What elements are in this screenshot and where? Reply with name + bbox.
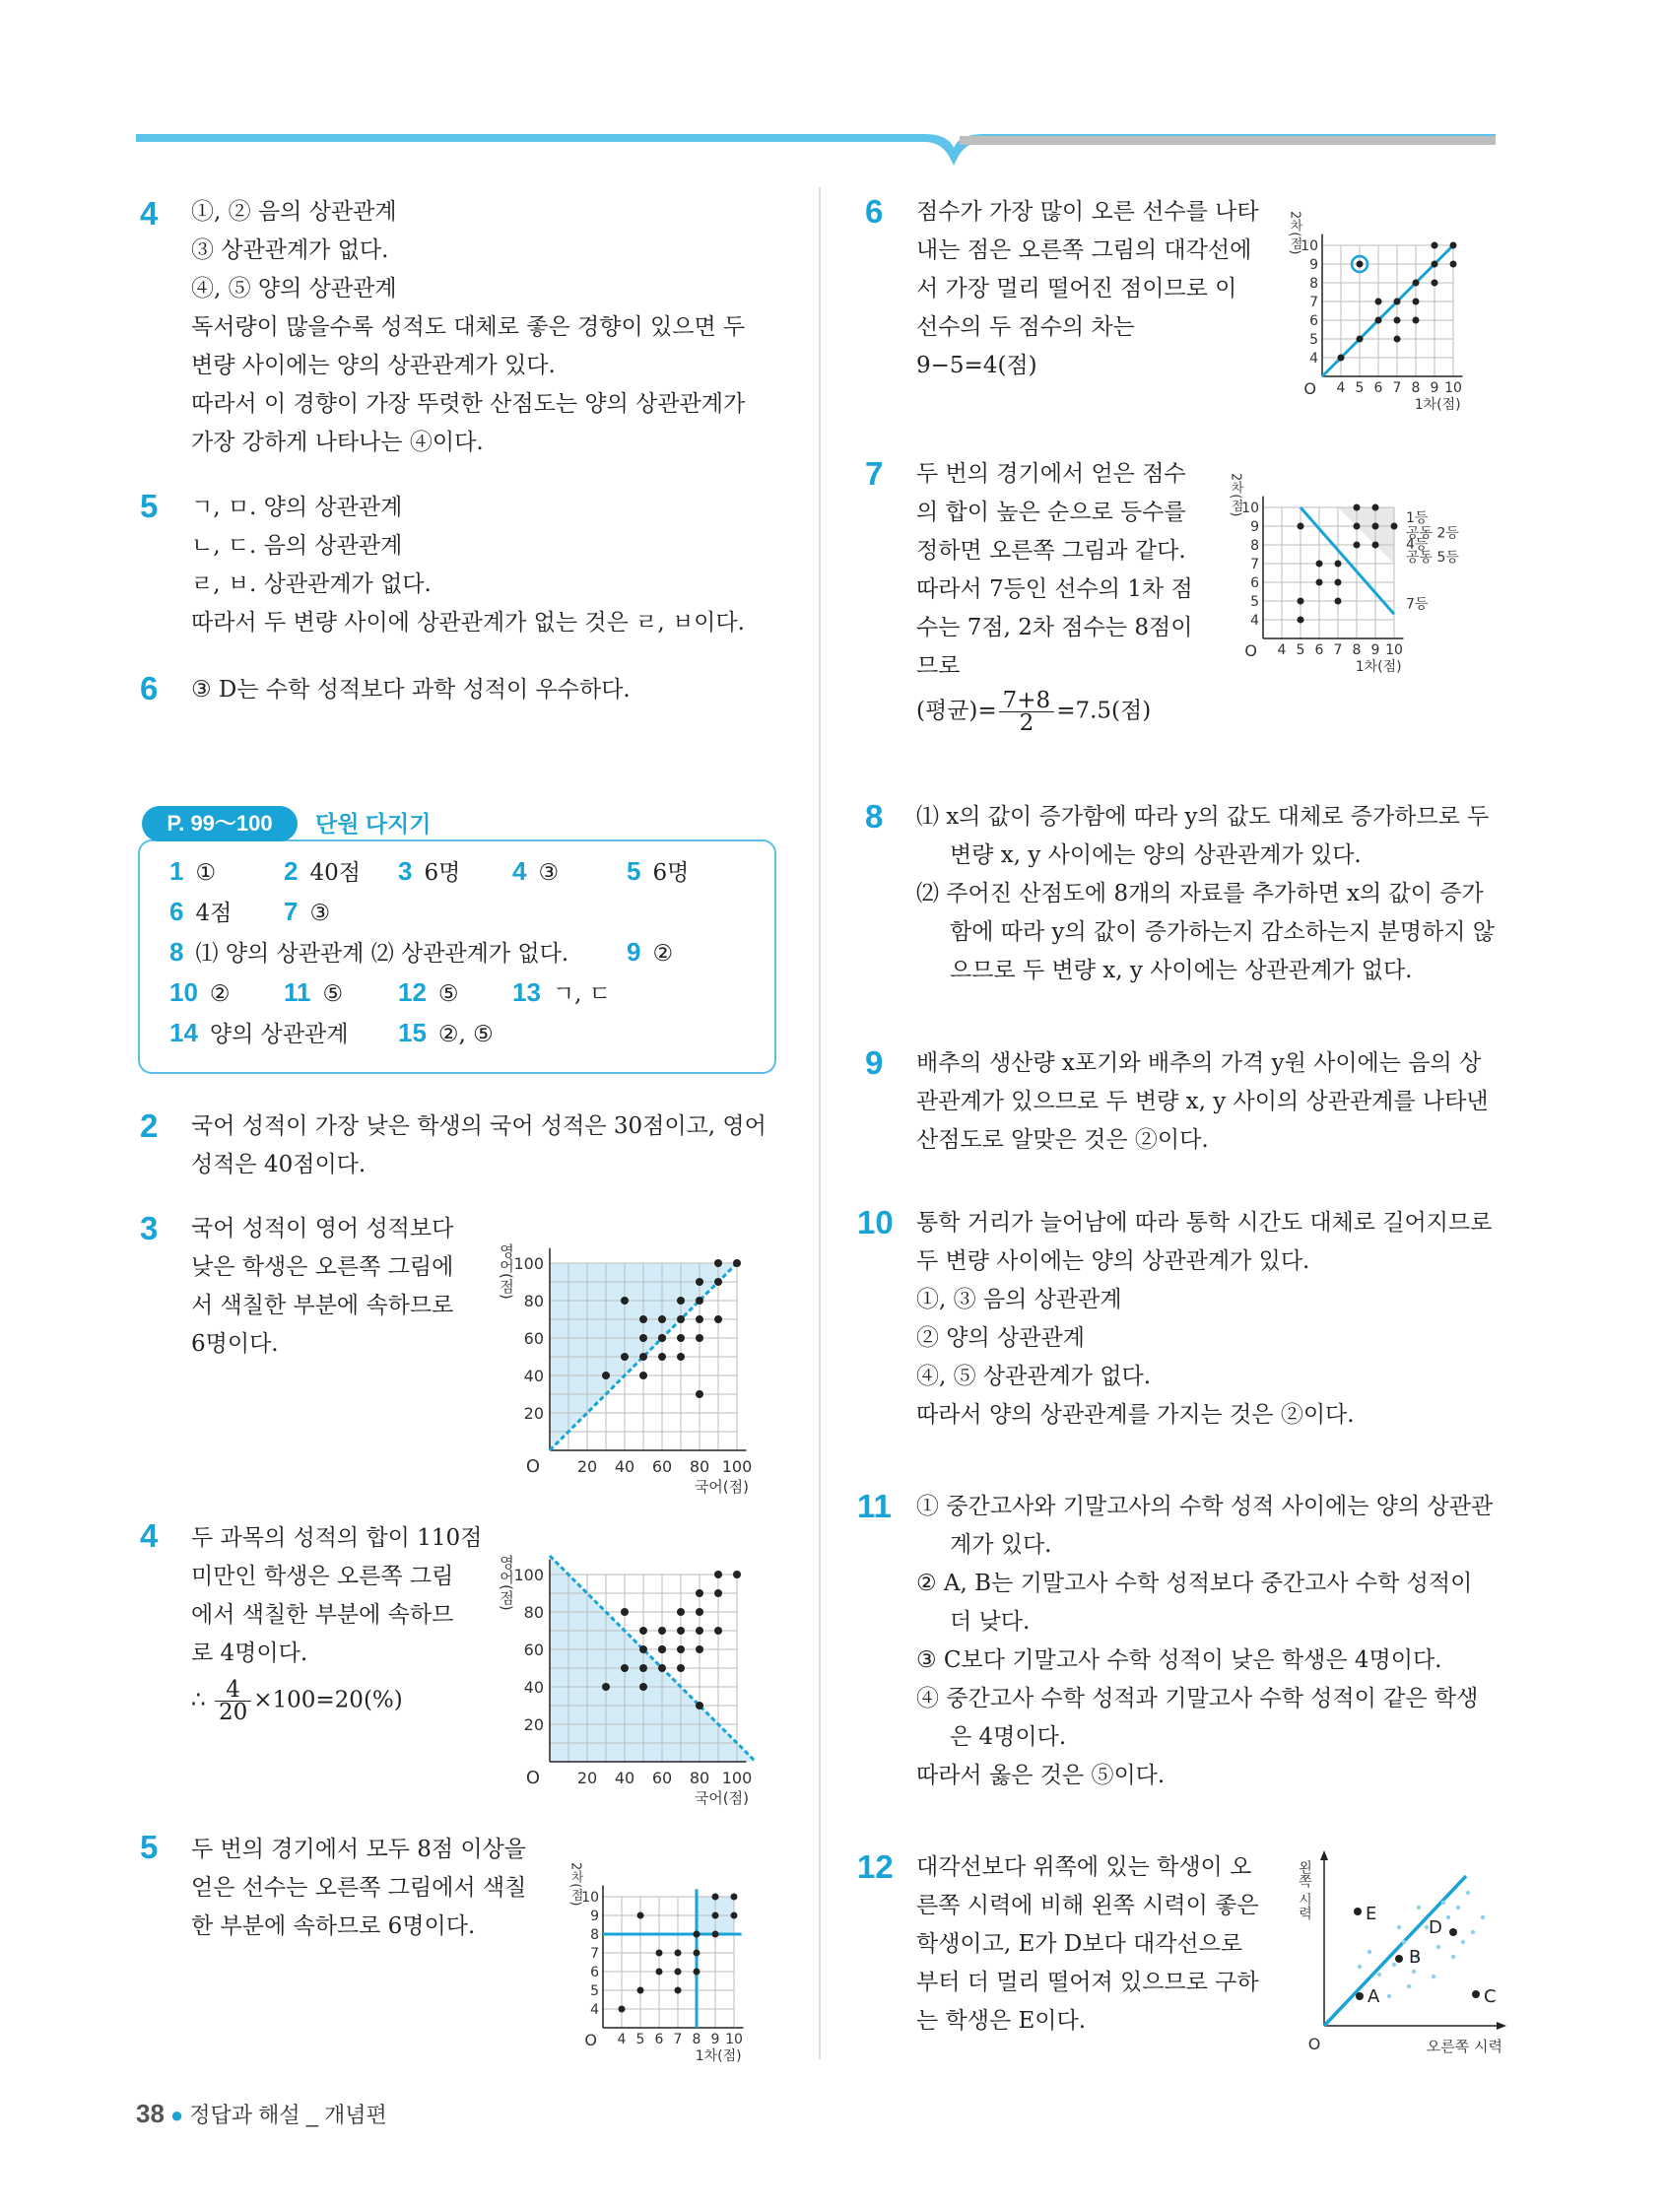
data-point	[1413, 317, 1420, 324]
scatter-game-8plus	[562, 1848, 788, 2064]
rank-label: 1등	[1406, 510, 1429, 527]
data-point	[1316, 579, 1323, 586]
data-point	[656, 1969, 663, 1976]
data-point	[675, 1987, 682, 1994]
x-axis-label: 국어(점)	[694, 1789, 749, 1807]
data-point	[714, 1627, 722, 1635]
y-tick-label: 7	[1250, 557, 1259, 572]
data-point	[1335, 598, 1342, 605]
y-tick-label: 10	[1241, 501, 1259, 516]
answer-text: ㄱ, ㅁ. 양의 상관관계 ㄴ, ㄷ. 음의 상관관계 ㄹ, ㅂ. 상관관계가 없다. 따라서 두 변량 사이에 상관관계가 없는 것은 ㄹ, ㅂ이다.	[191, 495, 745, 636]
light-point	[1466, 1891, 1470, 1895]
x-tick-label: 80	[689, 1769, 710, 1787]
data-point	[1335, 561, 1342, 568]
x-tick-label: 5	[635, 2032, 645, 2047]
summary-item: 11 ⑤	[284, 977, 344, 1007]
data-point	[1413, 280, 1420, 287]
data-point	[1316, 561, 1323, 568]
summary-title: 단원 다지기	[315, 811, 432, 837]
x-tick-label: 4	[1336, 380, 1346, 396]
y-tick-label: 8	[1309, 276, 1318, 292]
average-line: (평균)= $\frac{7+8}{2}$ =7.5(점)	[916, 688, 1152, 736]
x-tick-label: 6	[1314, 642, 1324, 658]
x-tick-label: 9	[1370, 642, 1380, 658]
data-point	[696, 1627, 703, 1635]
data-point	[1354, 523, 1361, 530]
answer-text: 대각선보다 위쪽에 있는 학생이 오 른쪽 시력에 비해 왼쪽 시력이 좋은 학생이고, E가 D보다 대각선으로 부터 더 멀리 떨어져 있으므로 구하 는 학생은 E이다.	[916, 1854, 1259, 2034]
data-point	[696, 1297, 703, 1305]
y-tick-label: 4	[1309, 351, 1318, 367]
page-footer	[136, 2099, 387, 2129]
light-point	[1436, 1945, 1440, 1949]
x-axis-label: 1차(점)	[1414, 397, 1461, 413]
light-point	[1417, 1906, 1421, 1910]
data-point	[1354, 504, 1361, 511]
data-point	[619, 2006, 626, 2013]
answer-text: ⑴ x의 값이 증가함에 따라 y의 값도 대체로 증가하므로 두 변량 x, y 사이에는 양의 상관관계가 있다. ⑵ 주어진 산점도에 8개의 자료를 추가하면 x의 값이 증가 함에 따라 y의 값이 증가하는지 감소하는지 분명하지 않 으므로 두 변량 x, y 사이에는 상관관계가 없다.	[916, 804, 1495, 983]
y-tick-label: 100	[513, 1566, 544, 1584]
light-point	[1412, 1970, 1416, 1974]
y-arrow-icon	[1320, 1850, 1328, 1860]
data-point	[1394, 317, 1401, 324]
light-point	[1456, 1906, 1460, 1910]
data-point	[1372, 542, 1379, 549]
x-tick-label: 10	[725, 2032, 743, 2047]
x-tick-label: 6	[654, 2032, 664, 2047]
point-label: E	[1366, 1904, 1377, 1924]
summary-item: 6 4점	[169, 897, 233, 926]
x-tick-label: 7	[1392, 380, 1402, 396]
answer-text: 국어 성적이 영어 성적보다 낮은 학생은 오른쪽 그림에 서 색칠한 부분에 속하므로 6명이다.	[191, 1216, 454, 1357]
light-point	[1402, 1940, 1406, 1944]
summary-item: 8 ⑴ 양의 상관관계 ⑵ 상관관계가 없다.	[169, 937, 569, 967]
y-tick-label: 40	[523, 1367, 544, 1385]
data-point	[639, 1315, 647, 1323]
summary-item: 7 ③	[284, 897, 331, 926]
point-label: B	[1409, 1947, 1422, 1968]
data-point	[1432, 261, 1438, 268]
diagonal-line	[1324, 1876, 1466, 2026]
x-tick-label: 6	[1373, 380, 1383, 396]
question-number: 2	[140, 1107, 159, 1144]
y-tick-label: 9	[1250, 519, 1259, 535]
page-range-tab: P. 99～100	[142, 806, 298, 841]
data-point	[621, 1664, 629, 1672]
y-tick-label: 8	[1250, 538, 1259, 554]
light-point	[1432, 1975, 1435, 1978]
data-point	[675, 1969, 682, 1976]
data-point	[696, 1315, 703, 1323]
data-point	[1394, 299, 1401, 305]
answer-text: 점수가 가장 많이 오른 선수를 나타 내는 점은 오른쪽 그림의 대각선에 서 가장 멀리 떨어진 점이므로 이 선수의 두 점수의 차는 9−5=4(점)	[916, 199, 1259, 378]
data-point	[1298, 617, 1304, 624]
y-tick-label: 10	[581, 1890, 599, 1906]
question-number: 8	[865, 798, 884, 835]
data-point	[637, 1912, 644, 1919]
question-number: 3	[140, 1210, 159, 1246]
answer-text: 두 번의 경기에서 모두 8점 이상을 얻은 선수는 오른쪽 그림에서 색칠 한 부분에 속하므로 6명이다.	[191, 1837, 527, 1939]
x-tick-label: 100	[721, 1769, 753, 1787]
data-point	[694, 1969, 701, 1976]
origin-label: O	[525, 1768, 540, 1788]
y-tick-label: 10	[1301, 238, 1318, 254]
data-point	[639, 1334, 647, 1342]
y-tick-label: 20	[523, 1404, 544, 1423]
data-point	[637, 1987, 644, 1994]
data-point	[621, 1608, 629, 1616]
data-point	[1375, 299, 1382, 305]
data-point	[658, 1315, 666, 1323]
data-point	[677, 1608, 685, 1616]
y-tick-label: 100	[513, 1254, 544, 1273]
data-point	[1372, 504, 1379, 511]
question-number: 7	[865, 455, 884, 492]
scatter-game-rank	[1222, 459, 1507, 675]
origin-label: O	[584, 2031, 597, 2049]
question-number: 4	[140, 1517, 159, 1554]
data-point	[694, 1950, 701, 1957]
page-number: 38	[136, 2099, 165, 2128]
data-point	[714, 1259, 722, 1267]
question-number: 6	[865, 193, 884, 230]
origin-label: O	[525, 1456, 540, 1477]
scatter-eyesight	[1297, 1848, 1507, 2060]
data-point	[602, 1372, 610, 1379]
data-point	[696, 1608, 703, 1616]
data-point	[1432, 280, 1438, 287]
column-divider	[819, 187, 821, 2059]
data-point	[621, 1297, 629, 1305]
x-tick-label: 40	[614, 1769, 635, 1787]
light-point	[1461, 1940, 1465, 1944]
fraction: $\frac{4}{20}$	[215, 1679, 251, 1723]
data-point	[621, 1353, 629, 1361]
answer-text: 두 과목의 성적의 합이 110점 미만인 학생은 오른쪽 그림 에서 색칠한 부분에 속하므 로 4명이다. ∴ $\frac{4}{20}$ ×100=20(%)	[191, 1525, 483, 1725]
light-point	[1358, 1965, 1362, 1969]
rank-shaded-region	[1338, 507, 1394, 564]
y-tick-label: 4	[590, 2002, 599, 2018]
labeled-point	[1356, 1992, 1364, 2000]
x-tick-label: 7	[1333, 642, 1343, 658]
x-tick-label: 20	[576, 1769, 598, 1787]
data-point	[696, 1334, 703, 1342]
point-label: D	[1429, 1917, 1442, 1938]
summary-item: 9 ②	[627, 937, 674, 967]
y-tick-label: 5	[590, 1983, 599, 1999]
light-point	[1397, 1925, 1401, 1929]
y-tick-label: 7	[1309, 295, 1318, 310]
y-tick-label: 5	[1309, 332, 1318, 348]
data-point	[639, 1683, 647, 1691]
data-point	[658, 1334, 666, 1342]
data-point	[1372, 523, 1379, 530]
point-label: A	[1368, 1986, 1380, 2007]
x-tick-label: 5	[1355, 380, 1365, 396]
y-axis-label: 영어(점)	[498, 1555, 515, 1611]
y-tick-label: 60	[523, 1329, 544, 1348]
light-point	[1471, 1930, 1475, 1934]
data-point	[658, 1627, 666, 1635]
scatter-kor-eng-below	[493, 1212, 788, 1496]
data-point	[731, 1894, 738, 1901]
data-point	[712, 1894, 719, 1901]
y-tick-label: 8	[590, 1927, 599, 1943]
data-point	[712, 1931, 719, 1938]
y-tick-label: 7	[590, 1946, 599, 1962]
answer-text: ① 중간고사와 기말고사의 수학 성적 사이에는 양의 상관관 계가 있다. ② A, B는 기말고사 수학 성적보다 중간고사 수학 성적이 더 낮다. ③ C보다 기말고사 수학 성적이 낮은 학생은 4명이다. ④ 중간고사 수학 성적과 기말고사 수학 성적이 같은 학생 은 4명이다. 따라서 옳은 것은 ⑤이다.	[916, 1494, 1494, 1788]
data-point	[658, 1645, 666, 1653]
data-point	[1450, 261, 1457, 268]
summary-box	[138, 806, 776, 1072]
data-point	[714, 1589, 722, 1597]
scatter-game-diagonal	[1281, 197, 1507, 413]
y-axis-label: 2차(점)	[1287, 211, 1302, 255]
data-point	[639, 1353, 647, 1361]
x-tick-label: 60	[651, 1457, 673, 1476]
x-tick-label: 80	[689, 1457, 710, 1476]
answer-text: 배추의 생산량 x포기와 배추의 가격 y원 사이에는 음의 상 관관계가 있으므로 두 변량 x, y 사이의 상관관계를 나타낸 산점도로 알맞은 것은 ②이다.	[916, 1050, 1489, 1153]
data-point	[1357, 261, 1364, 268]
x-axis-label: 1차(점)	[695, 2048, 742, 2064]
y-tick-label: 9	[1309, 257, 1318, 273]
data-point	[696, 1702, 703, 1709]
scatter-kor-eng-sum	[493, 1523, 788, 1807]
origin-label: O	[1244, 641, 1257, 660]
data-point	[696, 1645, 703, 1653]
question-number: 10	[857, 1204, 894, 1240]
x-tick-label: 4	[617, 2032, 627, 2047]
summary-item: 12 ⑤	[398, 977, 459, 1007]
data-point	[1391, 523, 1398, 530]
question-number: 4	[140, 195, 159, 232]
data-point	[733, 1259, 741, 1267]
fraction: $\frac{7+8}{2}$	[999, 690, 1055, 734]
x-tick-label: 8	[692, 2032, 701, 2047]
x-arrow-icon	[1497, 2022, 1506, 2030]
labeled-point	[1449, 1928, 1457, 1936]
data-point	[602, 1683, 610, 1691]
question-number: 9	[865, 1044, 884, 1081]
y-tick-label: 6	[590, 1965, 599, 1980]
data-point	[658, 1353, 666, 1361]
y-tick-label: 4	[1250, 613, 1259, 629]
light-point	[1392, 1963, 1396, 1967]
data-point	[1338, 355, 1345, 362]
y-tick-label: 80	[523, 1292, 544, 1310]
x-tick-label: 10	[1444, 380, 1462, 396]
y-tick-label: 60	[523, 1641, 544, 1659]
rank-label: 7등	[1406, 596, 1429, 613]
origin-label: O	[1307, 2035, 1321, 2053]
origin-label: O	[1303, 379, 1316, 398]
data-point	[656, 1950, 663, 1957]
footer-title: 정답과 해설 _ 개념편	[189, 2103, 387, 2127]
light-point	[1387, 1994, 1391, 1998]
x-tick-label: 60	[651, 1769, 673, 1787]
bullet-icon: ●	[169, 2103, 184, 2127]
y-tick-label: 20	[523, 1715, 544, 1734]
answer-text: 두 번의 경기에서 얻은 점수 의 합이 높은 순으로 등수를 정하면 오른쪽 그림과 같다. 따라서 7등인 선수의 1차 점 수는 7점, 2차 점수는 8점이 므로 (평균)= $\frac{7+8}{2}$ =7.5(점)	[916, 461, 1193, 736]
x-tick-label: 7	[673, 2032, 683, 2047]
rank-label: 4등	[1406, 536, 1429, 553]
data-point	[1413, 299, 1420, 305]
answer-text: ③ D는 수학 성적보다 과학 성적이 우수하다.	[191, 677, 631, 703]
data-point	[639, 1645, 647, 1653]
data-point	[696, 1589, 703, 1597]
x-tick-label: 9	[710, 2032, 720, 2047]
data-point	[714, 1571, 722, 1578]
summary-item: 4 ③	[512, 856, 560, 886]
data-point	[677, 1297, 685, 1305]
data-point	[1298, 523, 1304, 530]
data-point	[677, 1315, 685, 1323]
light-point	[1407, 1984, 1411, 1988]
y-tick-label: 6	[1309, 313, 1318, 329]
light-point	[1441, 1901, 1445, 1905]
y-tick-label: 6	[1250, 575, 1259, 591]
rank-label: 공동 5등	[1406, 550, 1459, 567]
x-axis-label: 오른쪽 시력	[1426, 2038, 1502, 2055]
light-point	[1446, 1915, 1450, 1919]
answer-text: 국어 성적이 가장 낮은 학생의 국어 성적은 30점이고, 영어 성적은 40점이다.	[191, 1113, 767, 1177]
y-tick-label: 80	[523, 1603, 544, 1622]
calc-line: ∴ $\frac{4}{20}$ ×100=20(%)	[191, 1677, 403, 1725]
light-point	[1377, 1973, 1381, 1977]
question-number: 11	[857, 1488, 892, 1524]
y-axis-label: 2차(점)	[567, 1862, 583, 1907]
summary-item: 15 ②, ⑤	[398, 1018, 494, 1047]
data-point	[677, 1334, 685, 1342]
light-point	[1481, 1915, 1485, 1919]
data-point	[696, 1278, 703, 1286]
answer-text: 통학 거리가 늘어남에 따라 통학 시간도 대체로 길어지므로 두 변량 사이에는 양의 상관관계가 있다. ①, ③ 음의 상관관계 ② 양의 상관관계 ④, ⑤ 상관관계가 없다. 따라서 양의 상관관계를 가지는 것은 ②이다.	[916, 1210, 1493, 1428]
summary-item: 2 40점	[284, 856, 361, 886]
x-tick-label: 100	[721, 1457, 753, 1476]
summary-item: 3 6명	[398, 856, 461, 886]
y-axis-label: 영어(점)	[498, 1243, 515, 1300]
labeled-point	[1395, 1955, 1403, 1963]
data-point	[1432, 242, 1438, 249]
y-axis-label: 왼쪽 시력	[1297, 1860, 1312, 1920]
data-point	[658, 1664, 666, 1672]
data-point	[731, 1912, 738, 1919]
x-tick-label: 8	[1411, 380, 1421, 396]
x-tick-label: 8	[1352, 642, 1362, 658]
question-number: 12	[857, 1848, 894, 1885]
summary-item: 14 양의 상관관계	[169, 1018, 349, 1047]
x-axis-label: 국어(점)	[694, 1478, 749, 1496]
data-point	[1354, 542, 1361, 549]
data-point	[1298, 598, 1304, 605]
x-axis-label: 1차(점)	[1355, 659, 1402, 675]
summary-item: 13 ㄱ, ㄷ	[512, 977, 611, 1007]
data-point	[733, 1571, 741, 1578]
data-point	[639, 1664, 647, 1672]
x-tick-label: 20	[576, 1457, 598, 1476]
x-tick-label: 4	[1277, 642, 1287, 658]
data-point	[696, 1390, 703, 1398]
header-bar	[136, 134, 1496, 169]
data-point	[639, 1627, 647, 1635]
question-number: 5	[140, 1829, 159, 1865]
y-tick-label: 5	[1250, 594, 1259, 610]
rank-label: 공동 2등	[1406, 525, 1459, 542]
light-point	[1451, 1955, 1455, 1959]
data-point	[1375, 317, 1382, 324]
data-point	[677, 1627, 685, 1635]
data-point	[639, 1372, 647, 1379]
data-point	[1335, 579, 1342, 586]
data-point	[714, 1278, 722, 1286]
answer-text: ①, ② 음의 상관관계 ③ 상관관계가 없다. ④, ⑤ 양의 상관관계 독서량이 많을수록 성적도 대체로 좋은 경향이 있으면 두 변량 사이에는 양의 상관관계가 있다. 따라서 이 경향이 가장 뚜렷한 산점도는 양의 상관관계가 가장 강하게 나타나는 ④이다.	[191, 199, 746, 455]
y-tick-label: 9	[590, 1909, 599, 1924]
x-tick-label: 10	[1385, 642, 1403, 658]
y-axis-label: 2차(점)	[1228, 473, 1243, 517]
data-point	[694, 1931, 701, 1938]
x-tick-label: 9	[1430, 380, 1439, 396]
data-point	[677, 1645, 685, 1653]
data-point	[714, 1315, 722, 1323]
summary-item: 10 ②	[169, 977, 231, 1007]
point-label: C	[1484, 1986, 1497, 2007]
data-point	[1450, 242, 1457, 249]
summary-item: 5 6명	[627, 856, 690, 886]
question-number: 6	[140, 670, 159, 706]
data-point	[1394, 336, 1401, 343]
x-tick-label: 40	[614, 1457, 635, 1476]
light-point	[1368, 1950, 1371, 1954]
x-tick-label: 5	[1296, 642, 1305, 658]
question-number: 5	[140, 488, 159, 524]
data-point	[677, 1353, 685, 1361]
data-point	[677, 1664, 685, 1672]
data-point	[675, 1950, 682, 1957]
labeled-point	[1354, 1908, 1362, 1915]
y-tick-label: 40	[523, 1678, 544, 1697]
labeled-point	[1472, 1990, 1480, 1998]
data-point	[712, 1912, 719, 1919]
summary-item: 1 ①	[169, 856, 217, 886]
data-point	[1357, 336, 1364, 343]
